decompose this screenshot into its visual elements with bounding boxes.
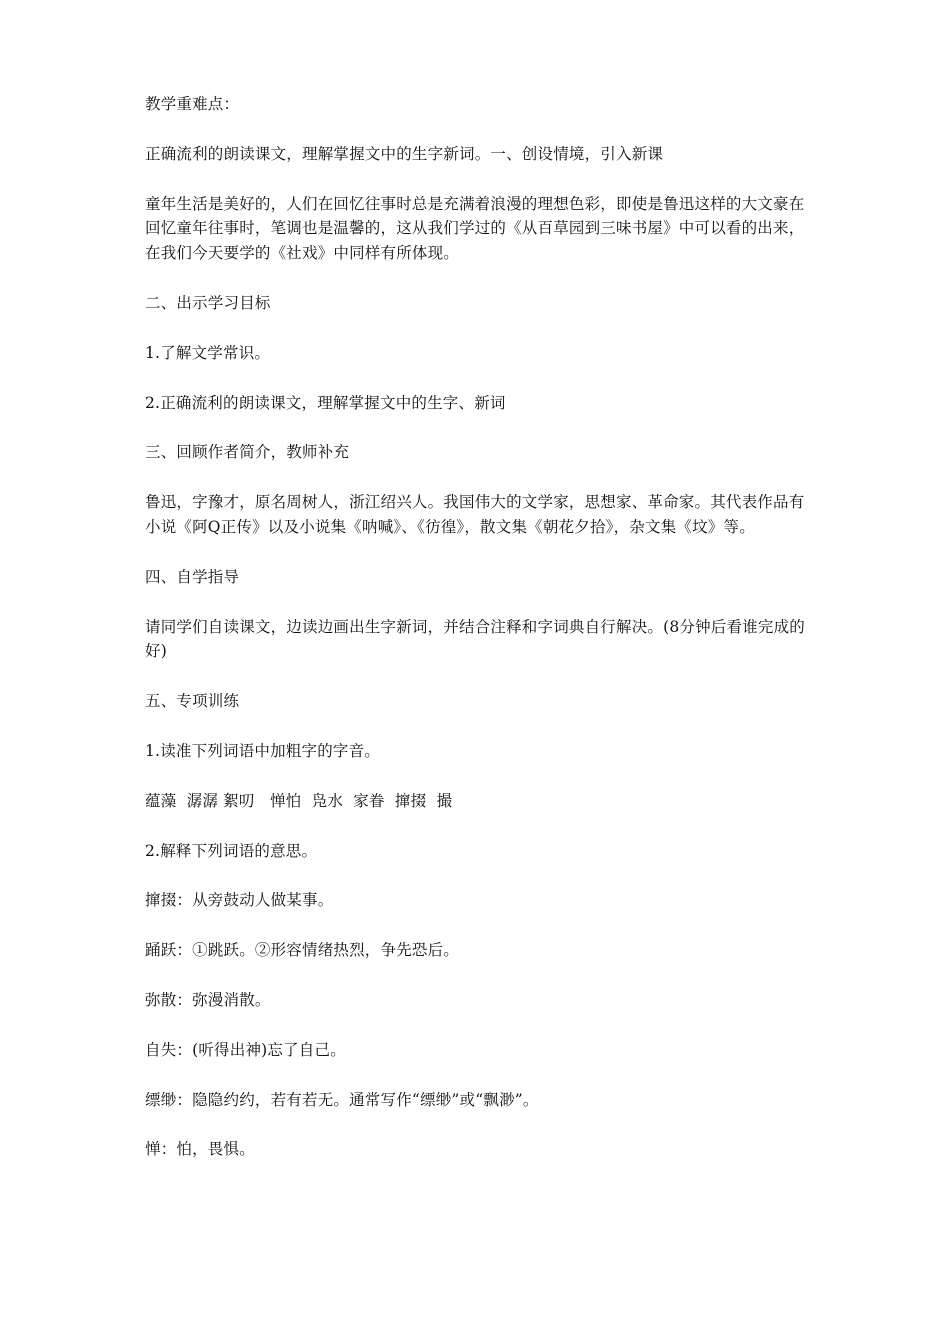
section-heading-self-study: 四、自学指导: [145, 567, 240, 586]
training-item-2: 2.解释下列词语的意思。: [145, 841, 318, 860]
definition-yongyue: 踊跃：①跳跃。②形容情绪热烈，争先恐后。: [145, 941, 460, 960]
definition-dan: 惮：怕，畏惧。: [145, 1140, 255, 1159]
paragraph-self-study: 请同学们自读课文，边读边画出生字新词，并结合注释和字词典自行解决。(8分钟后看谁完成的好): [145, 617, 806, 661]
paragraph-key-points-text: 正确流利的朗读课文，理解掌握文中的生字新词。一、创设情境，引入新课: [145, 144, 664, 163]
section-heading-training: 五、专项训练: [145, 692, 240, 711]
paragraph-author-bio: 鲁迅，字豫才，原名周树人，浙江绍兴人。我国伟大的文学家，思想家、革命家。其代表作品有小说《阿Q正传》以及小说集《呐喊》、《彷徨》，散文集《朝花夕拾》，杂文集《坟》等。: [145, 493, 805, 536]
definition-zishi: 自失：(听得出神)忘了自己。: [145, 1040, 346, 1059]
definition-cuanduo: 撺掇：从旁鼓动人做某事。: [145, 891, 334, 910]
section-heading-learning-goals: 二、出示学习目标: [145, 293, 271, 312]
training-item-1: 1.读准下列词语中加粗字的字音。: [145, 741, 380, 760]
paragraph-introduction: 童年生活是美好的，人们在回忆往事时总是充满着浪漫的理想色彩，即使是鲁迅这样的大文豪在回忆童年往事时，笔调也是温馨的，这从我们学过的《从百草园到三味书屋》中可以看的出来，在我们今天要学的《社戏》中同样有所体现。: [145, 194, 805, 263]
section-heading-key-points: 教学重难点：: [145, 95, 240, 113]
vocabulary-list: 蕴藻 潺潺 絮叨 惮怕 凫水 家眷 撺掇 撮: [145, 791, 453, 810]
goal-item-2: 2.正确流利的朗读课文，理解掌握文中的生字、新词: [145, 393, 506, 412]
definition-piaomiao: 缥缈：隐隐约约，若有若无。通常写作“缥缈”或“飘渺”。: [145, 1090, 539, 1109]
goal-item-1: 1.了解文学常识。: [145, 343, 271, 362]
definition-misan: 弥散：弥漫消散。: [145, 990, 271, 1009]
document-body: [145, 92, 810, 1187]
section-heading-author: 三、回顾作者简介，教师补充: [145, 443, 350, 462]
